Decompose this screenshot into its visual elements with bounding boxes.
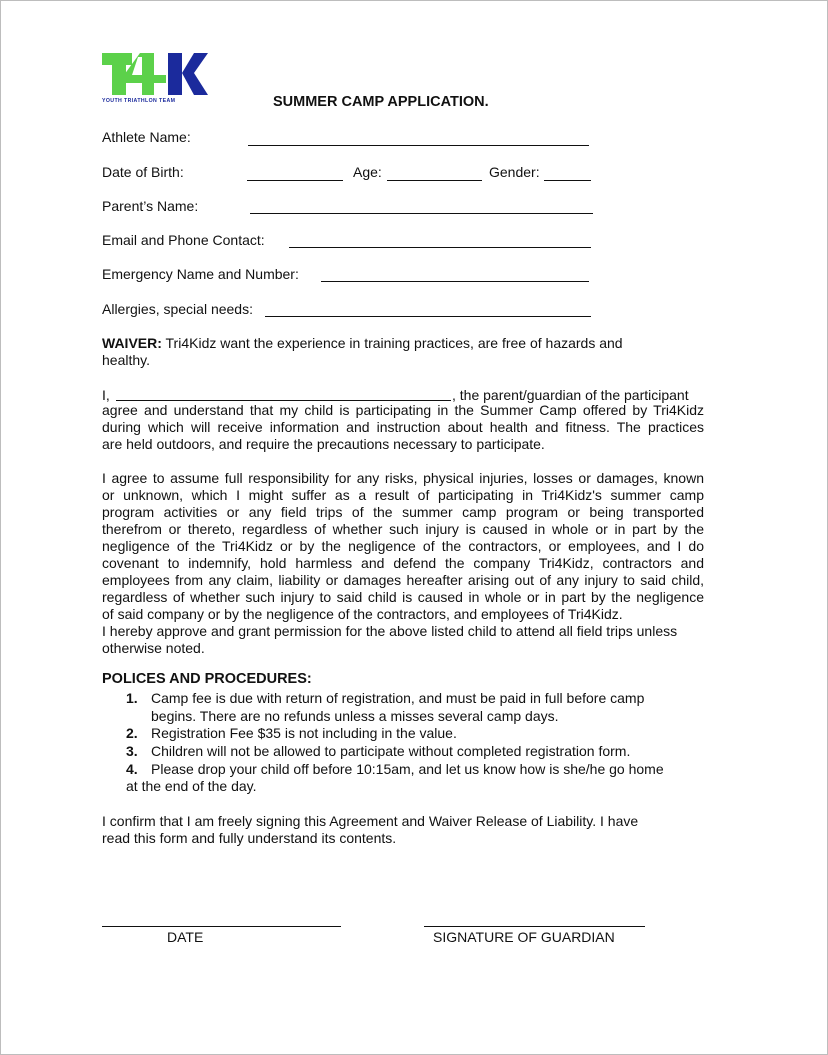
policy-number: 4. — [126, 761, 138, 777]
consent-line-2: agree and understand that my child is participating in the Summer Camp offered by Tri4Kidz — [102, 402, 704, 418]
waiver-line-2: healthy. — [102, 352, 150, 368]
policy-number: 1. — [126, 690, 138, 706]
policy-number: 2. — [126, 725, 138, 741]
confirmation-line-1: I confirm that I am freely signing this Agreement and Waiver Release of Liability. I have — [102, 813, 639, 829]
liability-line: I hereby approve and grant permission for the above listed child to attend all field trips unless — [102, 623, 678, 639]
policies-heading: POLICES AND PROCEDURES: — [102, 671, 312, 687]
gender-label: Gender: — [489, 164, 540, 180]
liability-paragraph — [102, 470, 704, 657]
liability-line: negligence of the Tri4Kidz or by the negligence of the contractors, or employees, and I do — [102, 538, 704, 554]
confirmation-line-2: read this form and fully understand its contents. — [102, 830, 397, 846]
liability-line: therefrom or thereto, regardless of whether such injury is caused in whole or in part by the — [102, 521, 704, 537]
emergency-field[interactable] — [321, 281, 589, 282]
guardian-signature-field[interactable] — [424, 926, 645, 927]
policy-item: Please drop your child off before 10:15am, and let us know how is she/he go home — [151, 761, 664, 777]
consent-line-1-suffix: , the parent/guardian of the participant — [452, 387, 689, 403]
gender-field[interactable] — [544, 180, 591, 181]
athlete-name-field[interactable] — [248, 145, 589, 146]
liability-line: covenant to indemnify, hold harmless and defend the company Tri4Kidz, contractors and — [102, 555, 704, 571]
page-title: SUMMER CAMP APPLICATION. — [273, 94, 489, 110]
allergies-label: Allergies, special needs: — [102, 301, 253, 317]
age-field[interactable] — [387, 180, 482, 181]
email-phone-label: Email and Phone Contact: — [102, 232, 265, 248]
liability-line: I agree to assume full responsibility for any risks, physical injuries, losses or damages, known — [102, 470, 704, 486]
t4k-logo-mark — [102, 51, 208, 97]
waiver-label: WAIVER: — [102, 335, 162, 351]
policy-item — [151, 690, 644, 725]
policy-number: 3. — [126, 743, 138, 759]
date-of-birth-field[interactable] — [247, 180, 343, 181]
email-phone-field[interactable] — [289, 247, 591, 248]
emergency-label: Emergency Name and Number: — [102, 266, 299, 282]
allergies-field[interactable] — [265, 316, 591, 317]
policy-text: Camp fee is due with return of registration, and must be paid in full before camp — [151, 690, 645, 706]
waiver-line-1 — [102, 335, 623, 352]
team-logo — [102, 51, 208, 109]
policy-item-continuation: at the end of the day. — [126, 778, 257, 794]
consent-paragraph — [102, 402, 704, 453]
waiver-text: Tri4Kidz want the experience in training practices, are free of hazards and — [161, 335, 623, 351]
consent-line-3: during which will receive information and instruction about health and fitness. The practices — [102, 419, 704, 435]
policy-text: begins. There are no refunds unless a misses several camp days. — [151, 707, 559, 724]
parents-name-label: Parent’s Name: — [102, 198, 199, 214]
athlete-name-label: Athlete Name: — [102, 129, 191, 145]
liability-line: regardless of whether such injury to said child is caused in whole or in part by the negligence — [102, 589, 704, 605]
parents-name-field[interactable] — [250, 213, 593, 214]
guardian-name-field[interactable] — [116, 400, 451, 401]
date-signature-field[interactable] — [102, 926, 341, 927]
logo-tagline: YOUTH TRIATHLON TEAM — [102, 98, 176, 104]
liability-line: employees from any claim, liability or damages hereafter arising out of any injury to said child, — [102, 572, 704, 588]
age-label: Age: — [353, 164, 382, 180]
liability-line: program activities or any field trips of the summer camp program or being transported — [102, 504, 704, 520]
consent-line-4: are held outdoors, and require the precautions necessary to participate. — [102, 436, 545, 452]
guardian-signature-label: SIGNATURE OF GUARDIAN — [433, 929, 615, 945]
date-of-birth-label: Date of Birth: — [102, 164, 184, 180]
date-label: DATE — [167, 929, 204, 945]
liability-line: otherwise noted. — [102, 640, 205, 656]
policy-item: Children will not be allowed to participate without completed registration form. — [151, 743, 631, 759]
liability-line: of said company or by the negligence of the contractors, and employees of Tri4Kidz. — [102, 606, 623, 622]
liability-line: or unknown, which I might suffer as a result of participating in Tri4Kidz's summer camp — [102, 487, 704, 503]
consent-prefix: I, — [102, 387, 110, 403]
policy-item: Registration Fee $35 is not including in the value. — [151, 725, 457, 741]
